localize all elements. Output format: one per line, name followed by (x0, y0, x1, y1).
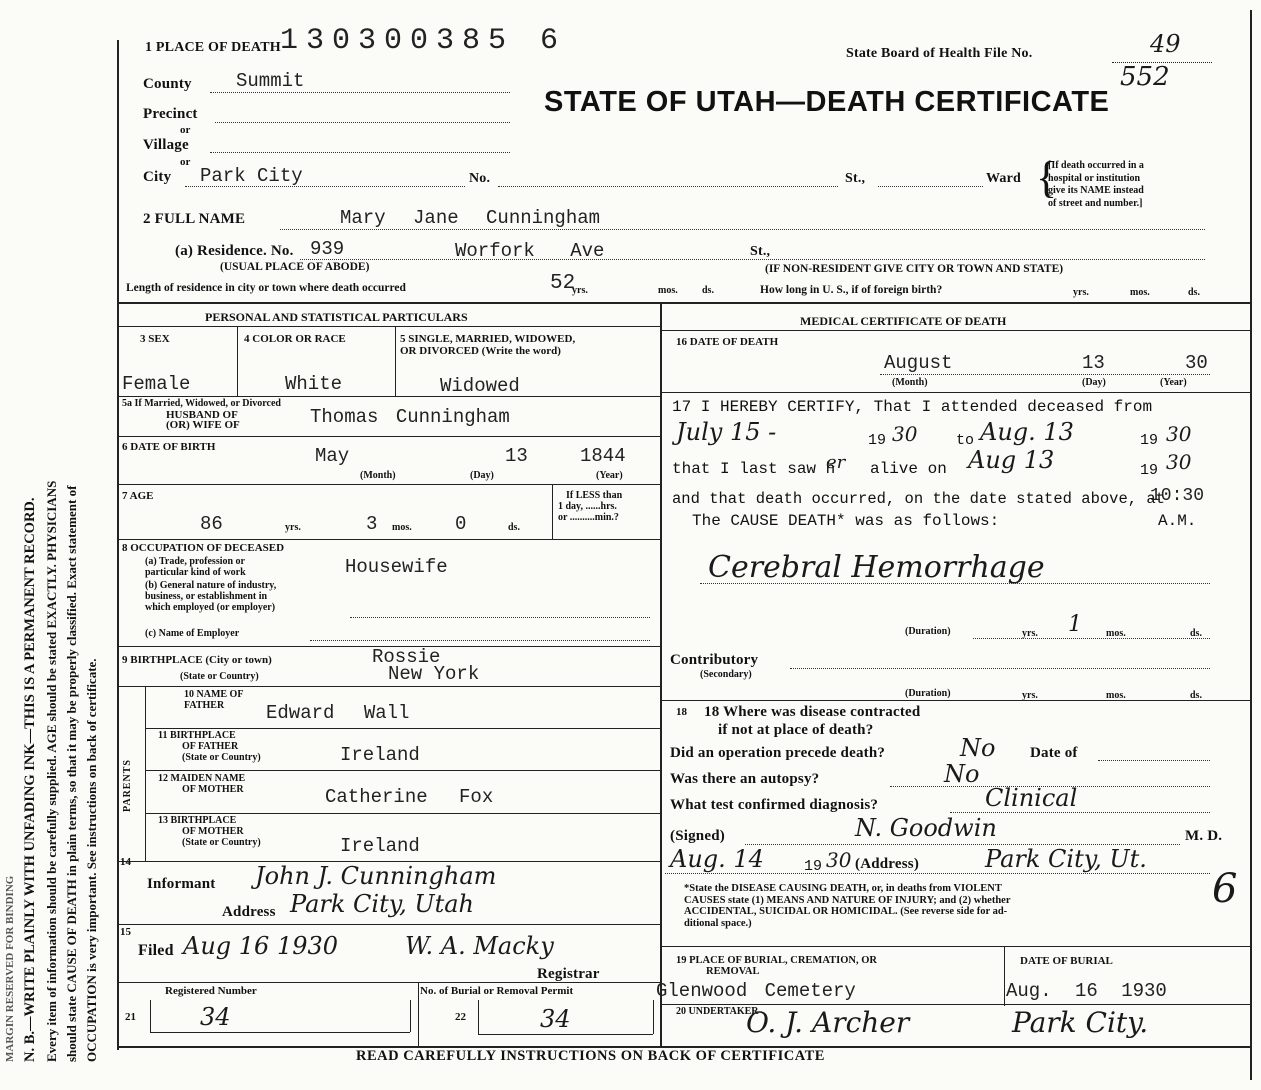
month-label: (Month) (360, 470, 396, 481)
filed-label: Filed (138, 942, 174, 959)
duration-label-2: (Duration) (905, 688, 951, 699)
burial-place: Glenwood Cemetery (656, 980, 856, 1002)
alive-year-prefix: 19 (1140, 462, 1159, 479)
margin-note: MARGIN RESERVED FOR BINDING (4, 875, 16, 1062)
dod-month-label: (Month) (892, 377, 928, 388)
sign-year-prefix: 19 (804, 858, 823, 875)
alive-on-date: Aug 13 (968, 446, 1055, 474)
certify-text: 17 I HEREBY CERTIFY, That I attended deceased from (672, 398, 1153, 416)
county-value: Summit (236, 70, 305, 92)
occupation-b-label: (b) General nature of industry, business, or establishment in which employed (or employer) (145, 580, 277, 613)
sex-value: Female (122, 373, 191, 395)
place-of-death-heading: 1 PLACE OF DEATH (145, 40, 281, 55)
registered-number-label: Registered Number (165, 985, 257, 997)
length-residence-value: 52 (550, 272, 576, 295)
date-of-death-label: 16 DATE OF DEATH (676, 336, 779, 348)
age-yrs-label: yrs. (285, 522, 301, 533)
length-residence-label: Length of residence in city or town where death occurred (126, 282, 406, 294)
operation-label: Did an operation precede death? (670, 745, 886, 761)
ds-label-2: ds. (1188, 287, 1200, 298)
death-certificate-page: MARGIN RESERVED FOR BINDING N. B.—WRITE PLAINLY WITH UNFADING INK—THIS IS A PERMANENT RECORD. Every item of information should be carefully supplied. AGE should be stated EXACTLY. PHYSICIANS should state CAUSE OF DEATH in plain terms, so that it may be properly classified. Exact statement of OCCUPATION is very important. See instructions on back of certificate. 130300385 6 1 PLACE OF DEATH State Board of Health File No. 49 552 STATE OF UTAH—DEATH CERTIFICATE County Summit Precinct or Village or City Park City No. St., Ward [If death occurred in a hospital or institution give its NAME instead of street and number.] { 2 FULL NAME Mary Jane Cunningham (a) Residence. No. 939 Worfork Ave St., (USUAL PLACE OF ABODE) (IF NON-RESIDENT GIVE CITY OR TOWN AND STATE) Length of residence in city or town where death occurred 52 yrs. mos. ds. How long in U. S., if of foreign birth? yrs. mos. ds. PERSONAL AND STATISTICAL PARTICULARS 3 SEX Female 4 COLOR OR RACE White 5 SINGLE, MARRIED, WIDOWED, OR DIVORCED (Write the word) Widowed 5a If Married, Widowed, or Divorced HUSBAND OF (OR) WIFE OF Thomas Cunningham 6 DATE OF BIRTH May 13 1844 (Month) (Day) (Year) 7 AGE 86 yrs. 3 mos. 0 ds. If LESS than 1 day, ......hrs. or ..........min.? 8 OCCUPATION OF DECEASED (a) Trade, profession or particular kind of work Housewife (b) General nature of industry, business, or establishment in which employed (or employer) (c) Name of Employer 9 BIRTHPLACE (City or town) Rossie (State or Country) New York PARENTS 10 NAME OF FATHER Edward Wall 11 BIRTHPLACE OF FATHER (State or Country) Ireland 12 MAIDEN NAME OF MOTHER Catherine Fox 13 BIRTHPLACE OF MOTHER (State or Country) Ireland 14 Informant John J. Cunningham Address Park City, Utah 15 Filed Aug 16 1930 W. A. Macky Registrar Registered Number 21 34 No. of Burial or Removal Permit 22 34 MEDICAL CERTIFICATE OF DEATH 16 DATE OF DEATH August 13 30 (Month) (Day) (Year) 17 I HEREBY CERTIFY, That I attended deceased from July 15 - 19 30 to Aug. 13 19 30 that I last saw h er alive on Aug 13 19 30 and that death occurred, on the date stated above, at 10:30 The CAUSE DEATH* was as follows: A.M. Cerebral Hemorrhage (Duration) yrs. 1 mos. ds. Contributory (Secondary) (Duration) yrs. mos. ds. 18 18 Where was disease contracted if not at place of death? Did an operation precede death? No Date of Was there an autopsy? No What test confirmed diagnosis? Clinical (Signed) N. Goodwin M. D. Aug. 14 19 30 (Address) Park City, Ut. *State the DISEASE CAUSING DEATH, or, in deaths from VIOLENT CAUSES state (1) MEANS AND NATURE OF INJURY; and (2) whether ACCIDENTAL, SUICIDAL OR HOMICIDAL. (See reverse side for ad- ditional space.) 6 19 PLACE OF BURIAL, CREMATION, OR REMOVAL Glenwood Cemetery DATE OF BURIAL Aug. 16 1930 20 UNDERTAKER O. J. Archer Park City. READ CAREFULLY INSTRUCTIONS ON BACK OF CERTIFICATE (0, 0, 1261, 1090)
md-label: M. D. (1185, 828, 1223, 844)
color-value: White (285, 373, 343, 395)
age-years: 86 (200, 513, 223, 535)
personal-heading: PERSONAL AND STATISTICAL PARTICULARS (205, 310, 468, 324)
contributory-label: Contributory (670, 652, 759, 668)
cause-of-death: Cerebral Hemorrhage (708, 550, 1045, 585)
dob-label: 6 DATE OF BIRTH (122, 441, 216, 453)
side-note-line-3: should state CAUSE OF DEATH in plain terms, so that it may be properly classified. Exact statement of (64, 485, 79, 1062)
duration-mos-label: mos. (1106, 628, 1126, 639)
informant-address-label: Address (222, 904, 276, 920)
birthplace-state: New York (388, 663, 480, 685)
attended-to: Aug. 13 (980, 418, 1074, 446)
test-answer: Clinical (985, 784, 1078, 812)
color-label: 4 COLOR OR RACE (244, 333, 346, 345)
dod-day-label: (Day) (1082, 377, 1106, 388)
physician-signature: N. Goodwin (855, 814, 997, 842)
spouse-label: 5a If Married, Widowed, or Divorced HUSBAND OF (OR) WIFE OF (122, 398, 281, 431)
residence-label: (a) Residence. No. (175, 243, 294, 259)
duration-value: 1 (1068, 612, 1082, 637)
yrs-label: yrs. (572, 285, 588, 296)
filed-date: Aug 16 1930 (183, 932, 339, 960)
non-resident-note: (IF NON-RESIDENT GIVE CITY OR TOWN AND STATE) (765, 263, 1064, 275)
side-note-line-4: OCCUPATION is very important. See instructions on back of certificate. (84, 658, 99, 1062)
dob-day: 13 (505, 445, 528, 467)
dob-year: 1844 (580, 445, 626, 467)
marital-label: 5 SINGLE, MARRIED, WIDOWED, OR DIVORCED (Write the word) (400, 333, 576, 357)
father-birthplace-label: 11 BIRTHPLACE OF FATHER (State or Country) (158, 730, 261, 763)
registrar-label: Registrar (537, 966, 600, 982)
occupation-label: 8 OCCUPATION OF DECEASED (122, 542, 285, 554)
item-14: 14 (120, 856, 131, 868)
county-label: County (143, 76, 192, 92)
item-16-mark: 6 (1212, 866, 1238, 912)
birthplace-label: 9 BIRTHPLACE (City or town) (122, 654, 272, 666)
year-label: (Year) (596, 470, 623, 481)
certificate-title: STATE OF UTAH—DEATH CERTIFICATE (544, 86, 1110, 118)
informant-value: John J. Cunningham (255, 862, 497, 890)
duration-mos-label-2: mos. (1106, 690, 1126, 701)
day-label: (Day) (470, 470, 494, 481)
cause-label: The CAUSE DEATH* was as follows: (692, 512, 1000, 530)
burial-place-label: 19 PLACE OF BURIAL, CREMATION, OR REMOVAL (676, 955, 877, 977)
test-label: What test confirmed diagnosis? (670, 797, 879, 813)
parents-label: PARENTS (122, 759, 133, 812)
file-no-label: State Board of Health File No. (846, 46, 1033, 61)
date-of-death-month: August (884, 352, 953, 374)
last-saw-pronoun: er (826, 452, 846, 473)
informant-label: Informant (147, 876, 216, 892)
full-name-label: 2 FULL NAME (143, 211, 246, 227)
mos-label: mos. (658, 285, 678, 296)
ds-label: ds. (702, 285, 714, 296)
city-label: City (143, 169, 172, 185)
informant-address: Park City, Utah (290, 890, 474, 918)
bottom-instructions: READ CAREFULLY INSTRUCTIONS ON BACK OF CERTIFICATE (356, 1048, 825, 1064)
signed-label: (Signed) (670, 828, 725, 844)
am-label: A.M. (1158, 512, 1197, 530)
mother-birthplace: Ireland (340, 835, 420, 857)
father-label: 10 NAME OF FATHER (184, 689, 244, 711)
age-months: 3 (366, 513, 378, 535)
or-label-2: or (180, 156, 191, 168)
side-note-line-2: Every item of information should be carefully supplied. AGE should be stated EXACTLY. PHYSICIANS (44, 480, 59, 1062)
age-days: 0 (455, 513, 467, 535)
serial-number: 130300385 6 (280, 24, 567, 58)
st-label: St., (845, 171, 866, 186)
dob-month: May (315, 445, 350, 467)
duration-ds-label: ds. (1190, 628, 1202, 639)
foreign-birth-label: How long in U. S., if of foreign birth? (760, 284, 943, 296)
undertaker-city: Park City. (1012, 1006, 1149, 1039)
contracted-label: 18 Where was disease contracted (704, 704, 921, 720)
date-of-death-day: 13 (1082, 352, 1105, 374)
precinct-label: Precinct (143, 106, 198, 122)
occupation-a-label: (a) Trade, profession or particular kind of work (145, 556, 246, 578)
operation-answer: No (960, 734, 996, 762)
burial-date-label: DATE OF BURIAL (1020, 955, 1113, 967)
mother-birthplace-label: 13 BIRTHPLACE OF MOTHER (State or Country) (158, 815, 261, 848)
full-name-value: Mary Jane Cunningham (340, 207, 601, 229)
duration-yrs-label-2: yrs. (1022, 690, 1038, 701)
birthplace-city: Rossie (372, 646, 441, 668)
date-of-death-year: 30 (1185, 352, 1208, 374)
last-saw-label: that I last saw h (672, 460, 836, 478)
side-note-line-1: N. B.—WRITE PLAINLY WITH UNFADING INK—THIS IS A PERMANENT RECORD. (22, 497, 38, 1062)
autopsy-label: Was there an autopsy? (670, 771, 820, 787)
not-at-place-label: if not at place of death? (718, 722, 874, 738)
employer-label: (c) Name of Employer (145, 628, 240, 639)
sign-date: Aug. 14 (670, 845, 764, 873)
secondary-label: (Secondary) (700, 669, 752, 680)
burial-permit-label: No. of Burial or Removal Permit (420, 985, 574, 997)
to-label: to (956, 432, 975, 449)
duration-ds-label-2: ds. (1190, 690, 1202, 701)
attended-from-year-prefix: 19 (868, 432, 887, 449)
duration-yrs-label: yrs. (1022, 628, 1038, 639)
occupation-value: Housewife (345, 556, 448, 578)
residence-number: 939 (310, 238, 345, 260)
alive-on-year: 30 (1166, 450, 1192, 474)
item-22: 22 (455, 1011, 466, 1023)
burial-date: Aug. 16 1930 (1006, 980, 1167, 1002)
attended-to-year: 30 (1166, 422, 1192, 446)
less-than-day-label: If LESS than 1 day, ......hrs. or ..........min.? (558, 490, 623, 523)
age-ds-label: ds. (508, 522, 520, 533)
no-label: No. (469, 171, 491, 186)
footnote: *State the DISEASE CAUSING DEATH, or, in deaths from VIOLENT CAUSES state (1) MEANS AND NATURE OF INJURY; and (2) whether ACCIDENTAL, SUICIDAL OR HOMICIDAL. (See reverse side for ad- ditional space.) (684, 883, 1011, 929)
mother-label: 12 MAIDEN NAME OF MOTHER (158, 773, 246, 795)
residence-st: St., (750, 244, 771, 259)
usual-abode: (USUAL PLACE OF ABODE) (220, 261, 370, 273)
autopsy-answer: No (944, 760, 980, 788)
age-mos-label: mos. (392, 522, 412, 533)
item-21: 21 (125, 1011, 136, 1023)
mos-label-2: mos. (1130, 287, 1150, 298)
item-18: 18 (676, 706, 687, 718)
father-name: Edward Wall (266, 702, 410, 724)
registered-number: 34 (200, 1003, 231, 1031)
city-value: Park City (200, 165, 303, 187)
attended-from: July 15 - (676, 418, 777, 446)
filed-by: W. A. Macky (405, 932, 554, 960)
file-no-sub: 552 (1120, 62, 1170, 92)
dod-year-label: (Year) (1160, 377, 1187, 388)
undertaker-label: 20 UNDERTAKER (676, 1006, 759, 1017)
village-label: Village (143, 137, 189, 153)
mother-name: Catherine Fox (325, 786, 494, 808)
file-no-value: 49 (1150, 30, 1181, 58)
age-label: 7 AGE (122, 490, 154, 502)
medical-heading: MEDICAL CERTIFICATE OF DEATH (800, 314, 1007, 328)
ward-label: Ward (986, 171, 1022, 186)
spouse-value: Thomas Cunningham (310, 406, 510, 428)
attended-to-year-prefix: 19 (1140, 432, 1159, 449)
marital-value: Widowed (440, 375, 520, 397)
death-occurred-label: and that death occurred, on the date stated above, at (672, 490, 1165, 508)
or-label: or (180, 124, 191, 136)
physician-address: Park City, Ut. (985, 845, 1147, 873)
undertaker-name: O. J. Archer (746, 1006, 910, 1039)
duration-label: (Duration) (905, 626, 951, 637)
attended-from-year: 30 (892, 422, 918, 446)
residence-street: Worfork Ave (455, 240, 605, 262)
death-time: 10:30 (1150, 486, 1205, 506)
physician-address-label: (Address) (855, 856, 920, 872)
yrs-label-2: yrs. (1073, 287, 1089, 298)
burial-permit-number: 34 (540, 1005, 571, 1033)
alive-on-label: alive on (870, 460, 947, 478)
sex-label: 3 SEX (140, 333, 170, 345)
sign-year: 30 (826, 848, 852, 872)
hospital-note: [If death occurred in a hospital or institution give its NAME instead of street and number.] (1048, 160, 1144, 209)
father-birthplace: Ireland (340, 744, 420, 766)
birthplace-state-label: (State or Country) (180, 671, 259, 682)
operation-date-label: Date of (1030, 745, 1078, 761)
item-15: 15 (120, 926, 131, 938)
